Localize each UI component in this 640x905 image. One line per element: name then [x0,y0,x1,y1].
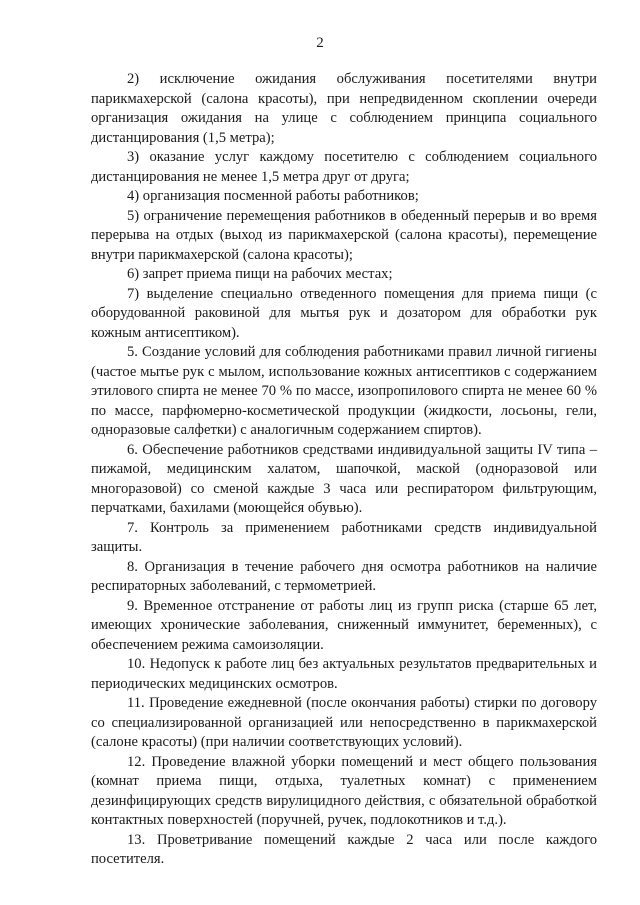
paragraph-section-5: 5. Создание условий для соблюдения работниками правил личной гигиены (частое мытье рук с мылом, использование кожных антисептиков с содержанием этилового спирта не менее 70 % по массе, изопропилового спирта не менее 60 % по массе, парфюмерно-косметической продукции (жидкости, лосьоны, гели, одноразовые салфетки) с аналогичным содержанием спиртов). [91,344,597,438]
paragraph-item-4: 4) организация посменной работы работников; [127,188,419,204]
paragraph-item-5: 5) ограничение перемещения работников в обеденный перерыв и во время перерыва на отдых (выход из парикмахерской (салона красоты), перемещение внутри парикмахерской (салона красоты); [91,207,597,263]
paragraph-section-11: 11. Проведение ежедневной (после окончания работы) стирки по договору со специализированной организацией или непосредственно в парикмахерской (салоне красоты) (при наличии соответствующих условий). [91,695,597,750]
paragraph-section-10: 10. Недопуск к работе лиц без актуальных результатов предварительных и периодических медицинских осмотров. [91,656,597,692]
paragraph-item-3: 3) оказание услуг каждому посетителю с соблюдением социального дистанцирования не менее 1,5 метра друг от друга; [91,149,597,185]
paragraph-item-2: 2) исключение ожидания обслуживания посетителями внутри парикмахерской (салона красоты), при непредвиденном скоплении очереди организация ожидания на улице с соблюдением принципа социального дистанцирования (1,5 метра); [91,71,597,146]
paragraph-section-7: 7. Контроль за применением работниками средств индивидуальной защиты. [91,519,597,555]
paragraph-section-13: 13. Проветривание помещений каждые 2 часа или после каждого посетителя. [91,831,597,867]
paragraph-section-8: 8. Организация в течение рабочего дня осмотра работников на наличие респираторных заболеваний, с термометрией. [91,558,597,594]
paragraph-section-6: 6. Обеспечение работников средствами индивидуальной защиты IV типа – пижамой, медицинским халатом, шапочкой, маской (одноразовой или многоразовой) со сменой каждые 3 часа или респиратором фильтрующим, перчатками, бахилами (моющейся обувью). [91,441,597,516]
paragraph-item-6: 6) запрет приема пищи на рабочих местах; [127,266,393,282]
page-number: 2 [316,35,324,51]
paragraph-section-12: 12. Проведение влажной уборки помещений и мест общего пользования (комнат приема пищи, отдыха, туалетных комнат) с применением дезинфицирующих средств вирулицидного действия, с обязательной обработкой контактных поверхностей (поручней, ручек, подлокотников и т.д.). [91,753,597,828]
paragraph-item-7: 7) выделение специально отведенного помещения для приема пищи (с оборудованной раковиной для мытья рук и дозатором для обработки рук кожным антисептиком). [91,285,597,341]
paragraph-section-9: 9. Временное отстранение от работы лиц из групп риска (старше 65 лет, имеющих хронические заболевания, сниженный иммунитет, беременных), с обеспечением режима самоизоляции. [91,597,597,653]
document-body [91,70,597,870]
